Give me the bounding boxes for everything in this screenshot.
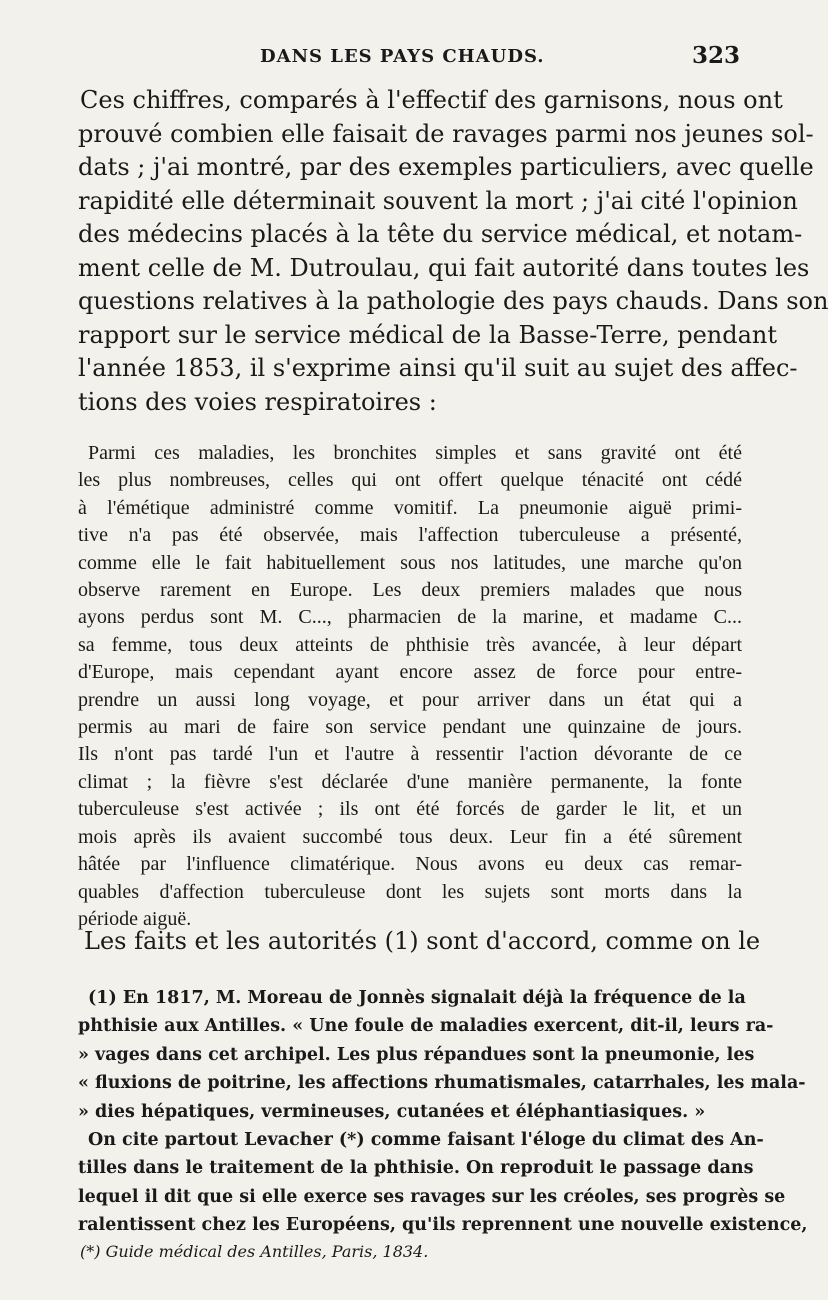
text-line: rapport sur le service médical de la Basse-Terre, pendant <box>78 320 778 349</box>
running-head: DANS LES PAYS CHAUDS. <box>260 46 545 67</box>
text-line: l'année 1853, il s'exprime ainsi qu'il suit au sujet des affec- <box>78 354 798 382</box>
text-line: Les faits et les autorités (1) sont d'accord, comme on le <box>84 927 761 955</box>
footnote-line: « fluxions de poitrine, les affections rhumatismales, catarrhales, les mala- <box>78 1073 806 1094</box>
text-line: questions relatives à la pathologie des pays chauds. Dans son <box>78 287 828 315</box>
footnote-line: phthisie aux Antilles. « Une foule de maladies exercent, dit-il, leurs ra- <box>78 1016 774 1037</box>
text-line: tuberculeuse s'est activée ; ils ont été forcés de garder le lit, et un <box>78 798 742 821</box>
text-line: rapidité elle déterminait souvent la mort ; j'ai cité l'opinion <box>78 186 798 215</box>
footnote-line: » dies hépatiques, vermineuses, cutanées et éléphantiasiques. » <box>78 1101 706 1122</box>
text-line: ayons perdus sont M. C..., pharmacien de la marine, et madame C... <box>78 606 742 629</box>
text-line: Ils n'ont pas tardé l'un et l'autre à ressentir l'action dévorante de ce <box>78 743 742 766</box>
text-line: quables d'affection tuberculeuse dont les sujets sont morts dans la <box>78 880 742 903</box>
footnote-line: » vages dans cet archipel. Les plus répandues sont la pneumonie, les <box>78 1044 755 1065</box>
text-line: Ces chiffres, comparés à l'effectif des garnisons, nous ont <box>80 86 783 114</box>
subfootnote: (*) Guide médical des Antilles, Paris, 1834. <box>80 1242 429 1261</box>
text-line: à l'émétique administré comme vomitif. La pneumonie aiguë primi- <box>78 496 742 519</box>
text-line: prendre un aussi long voyage, et pour arriver dans un état qui a <box>78 688 742 711</box>
text-line: période aiguë. <box>78 907 192 930</box>
text-line: comme elle le fait habituellement sous nos latitudes, une marche qu'on <box>78 551 742 574</box>
text-line: Parmi ces maladies, les bronchites simples et sans gravité ont été <box>88 442 742 464</box>
paragraph-1 <box>78 84 828 419</box>
text-line: hâtée par l'influence climatérique. Nous avons eu deux cas remar- <box>78 853 742 876</box>
paragraph-2 <box>78 925 761 959</box>
text-line: mois après ils avaient succombé tous deux. Leur fin a été sûrement <box>78 825 742 848</box>
text-line: des médecins placés à la tête du service médical, et notam- <box>78 220 803 248</box>
text-line: dats ; j'ai montré, par des exemples particuliers, avec quelle <box>78 153 814 181</box>
text-line: ment celle de M. Dutroulau, qui fait autorité dans toutes les <box>78 253 810 282</box>
footnote-line: tilles dans le traitement de la phthisie. On reproduit le passage dans <box>78 1158 754 1179</box>
text-line: sa femme, tous deux atteints de phthisie très avancée, à leur départ <box>78 633 742 656</box>
footnote-line: ralentissent chez les Européens, qu'ils reprennent une nouvelle existence, <box>78 1215 808 1236</box>
footnote-line: (1) En 1817, M. Moreau de Jonnès signalait déjà la fréquence de la <box>88 988 746 1008</box>
quotation-block <box>78 440 742 933</box>
text-line: d'Europe, mais cependant ayant encore assez de force pour entre- <box>78 661 742 684</box>
footnote-line: On cite partout Levacher (*) comme faisant l'éloge du climat des An- <box>88 1130 764 1151</box>
text-line: permis au mari de faire son service pendant une quinzaine de jours. <box>78 716 742 739</box>
page-number: 323 <box>691 42 740 69</box>
text-line: tions des voies respiratoires : <box>78 387 437 416</box>
footnote-line: lequel il dit que si elle exerce ses ravages sur les créoles, ses progrès se <box>78 1186 786 1207</box>
page-header <box>80 40 740 80</box>
text-line: observe rarement en Europe. Les deux premiers malades que nous <box>78 579 742 602</box>
text-line: climat ; la fièvre s'est déclarée d'une manière permanente, la fonte <box>78 770 742 793</box>
text-line: tive n'a pas été observée, mais l'affection tuberculeuse a présenté, <box>78 524 742 547</box>
text-line: les plus nombreuses, celles qui ont offert quelque ténacité ont cédé <box>78 469 742 492</box>
footnote-block <box>78 984 808 1240</box>
text-line: prouvé combien elle faisait de ravages parmi nos jeunes sol- <box>78 119 814 148</box>
